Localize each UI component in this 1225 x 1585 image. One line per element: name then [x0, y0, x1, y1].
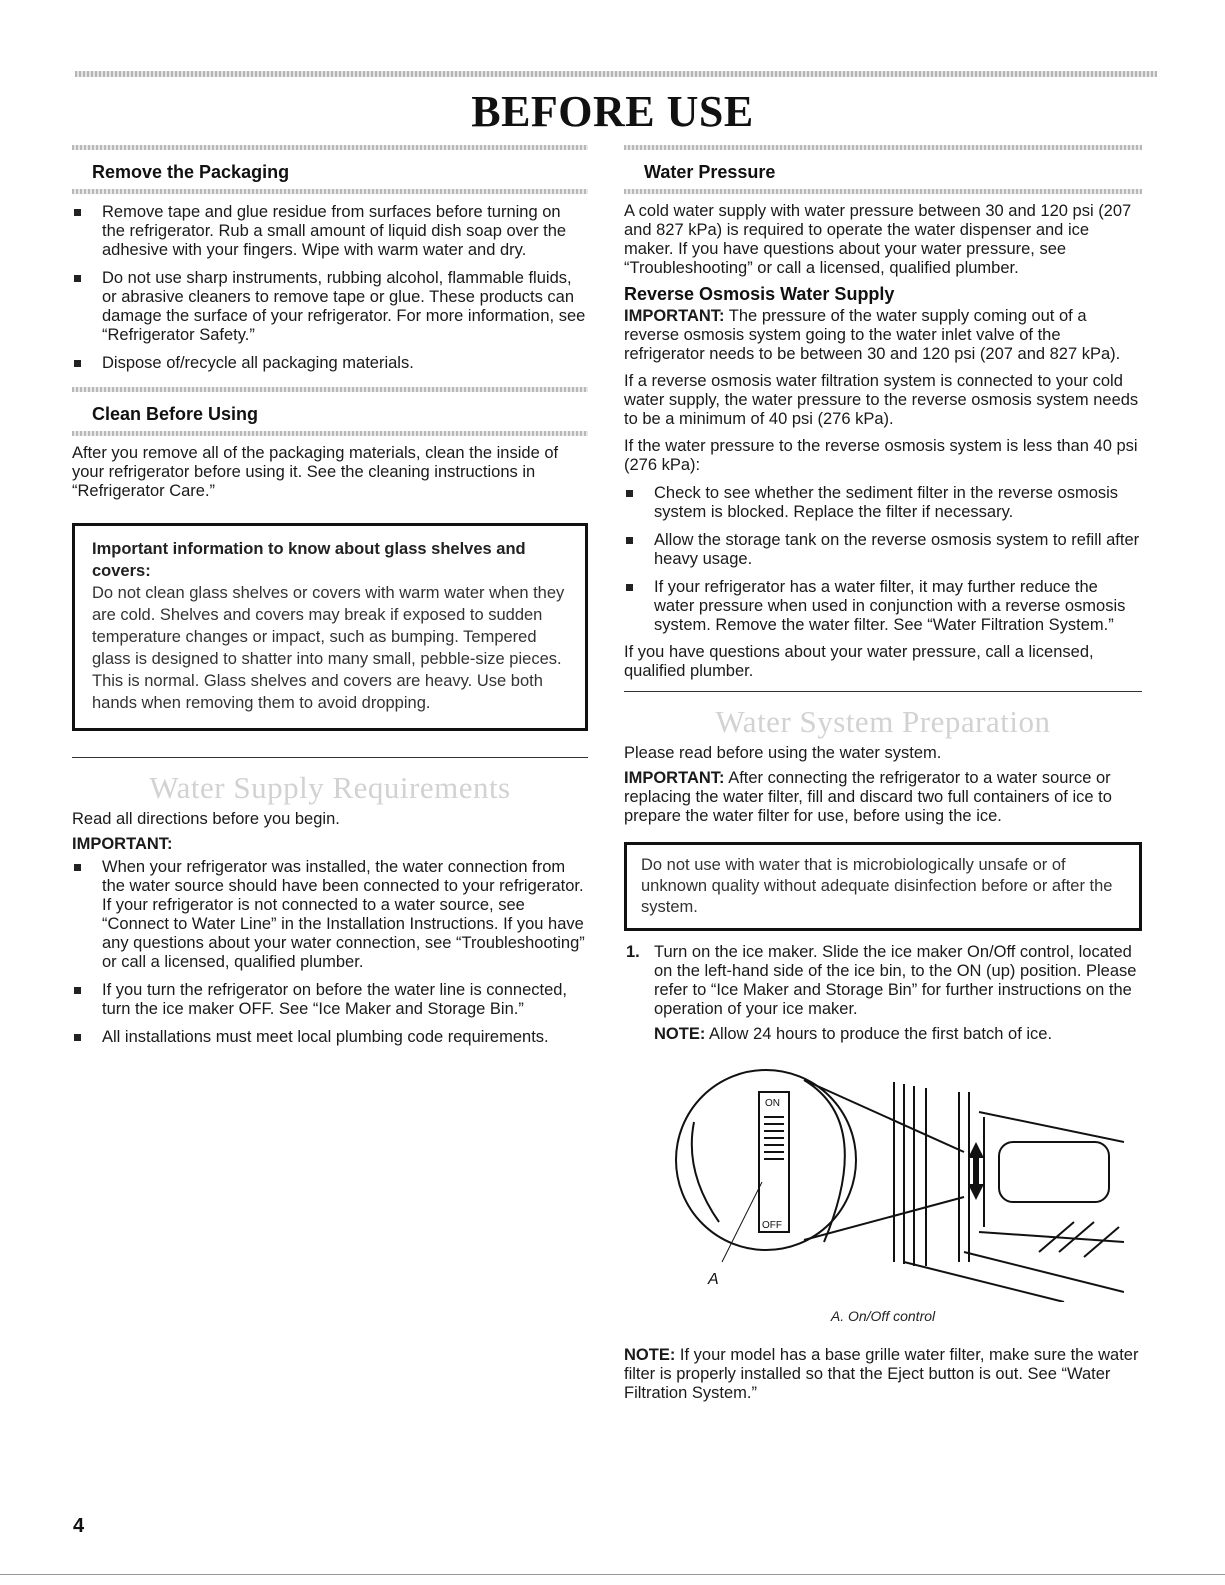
- step-item: [624, 943, 1142, 1044]
- ro-paragraph: If the water pressure to the reverse osmosis system is less than 40 psi (276 kPa):: [624, 437, 1138, 474]
- important-text: The pressure of the water supply coming out of a reverse osmosis system going to the water inlet valve of the refrigerator needs to be between 30 and 120 psi (207 and 827 kPa).: [624, 307, 1121, 363]
- pressure-text: A cold water supply with water pressure between 30 and 120 psi (207 and 827 kPa) is required to operate the water dispenser and ice maker. If you have questions about your water pressure, see “Troubleshooting” or call a licensed, qualified plumber.: [624, 202, 1132, 277]
- glass-notice-text: Do not clean glass shelves or covers with warm water when they are cold. Shelves and covers may break if exposed to sudden temperature changes or impact, such as bumping. Tempered glass is designed to shatter into many small, pebble-size pieces. This is normal. Glass shelves and covers are heavy. Use both hands when removing them to avoid dropping.: [92, 584, 565, 712]
- note-label: NOTE:: [624, 1346, 676, 1364]
- figure-caption: A. On/Off control: [830, 1308, 936, 1324]
- section-divider: [624, 189, 1142, 194]
- list-item: When your refrigerator was installed, the water connection from the water source should have been connected to your refrigerator. If your refrigerator is not connected to a water source, see “Connect to Water Line” in the Installation Instructions. If you have any questions about your water connection, see “Troubleshooting” or call a licensed, qualified plumber.: [72, 858, 588, 972]
- section-divider: [72, 431, 588, 436]
- step-text: Turn on the ice maker. Slide the ice maker On/Off control, located on the left-hand side of the ice bin, to the ON (up) position. Please refer to “Ice Maker and Storage Bin” for further instructions on the operation of your ice maker.: [654, 943, 1137, 1018]
- top-divider: [75, 71, 1157, 77]
- glass-shelves-notice: [72, 523, 588, 731]
- important-label: IMPORTANT:: [624, 769, 725, 787]
- ro-list: [624, 484, 1142, 635]
- right-column: [624, 145, 1142, 1403]
- ice-maker-illustration: [664, 1062, 1124, 1302]
- remove-packaging-heading: Remove the Packaging: [92, 162, 290, 182]
- left-column: [72, 145, 588, 1047]
- bottom-edge: [0, 1574, 1225, 1575]
- ro-closing: If you have questions about your water pressure, call a licensed, qualified plumber.: [624, 643, 1094, 680]
- reverse-osmosis-heading: Reverse Osmosis Water Supply: [624, 284, 895, 304]
- important-label: IMPORTANT:: [624, 307, 725, 325]
- supply-list: [72, 858, 588, 1047]
- step-number: 1.: [626, 943, 640, 961]
- list-item: If you turn the refrigerator on before the water line is connected, turn the ice maker OFF. See “Ice Maker and Storage Bin.”: [72, 981, 588, 1019]
- section-divider: [72, 189, 588, 194]
- important-text: After connecting the refrigerator to a water source or replacing the water filter, fill and discard two full containers of ice to prepare the water filter for use, before using the ice.: [624, 769, 1112, 825]
- list-item: Do not use sharp instruments, rubbing alcohol, flammable fluids, or abrasive cleaners to remove tape or glue. These products can damage the surface of your refrigerator. For more information, see “Refrigerator Safety.”: [72, 269, 588, 345]
- on-label: ON: [765, 1098, 780, 1109]
- list-item: If your refrigerator has a water filter, it may further reduce the water pressure when used in conjunction with a reverse osmosis system. Remove the water filter. See “Water Filtration System.”: [624, 578, 1142, 635]
- list-item: Remove tape and glue residue from surfaces before turning on the refrigerator. Rub a small amount of liquid dish soap over the adhesive with your fingers. Wipe with warm water and dry.: [72, 203, 588, 260]
- packaging-list: [72, 203, 588, 373]
- note-text: Allow 24 hours to produce the first batch of ice.: [705, 1025, 1053, 1043]
- list-item: Check to see whether the sediment filter in the reverse osmosis system is blocked. Replace the filter if necessary.: [624, 484, 1142, 522]
- water-supply-heading: Water Supply Requirements: [149, 770, 511, 805]
- base-grille-note: [624, 1346, 1142, 1403]
- off-label: OFF: [762, 1220, 782, 1231]
- clean-text: After you remove all of the packaging materials, clean the inside of your refrigerator before using it. See the cleaning instructions in “Refrigerator Care.”: [72, 444, 559, 500]
- glass-notice-title: Important information to know about glass shelves and covers:: [92, 540, 526, 580]
- step-note: [654, 1025, 1142, 1044]
- clean-before-using-heading: Clean Before Using: [92, 404, 259, 424]
- list-item: Allow the storage tank on the reverse osmosis system to refill after heavy usage.: [624, 531, 1142, 569]
- prep-important: [624, 769, 1142, 826]
- list-item: Dispose of/recycle all packaging materials.: [72, 354, 588, 373]
- page-title: BEFORE USE: [471, 87, 754, 136]
- supply-intro: Read all directions before you begin.: [72, 810, 340, 828]
- ro-important: [624, 307, 1142, 364]
- water-system-prep-heading: Water System Preparation: [715, 704, 1051, 739]
- note-label: NOTE:: [654, 1025, 706, 1043]
- water-safety-warning: Do not use with water that is microbiologically unsafe or of unknown quality without adequate disinfection before or after the system.: [624, 842, 1142, 931]
- callout-letter: A: [708, 1271, 719, 1288]
- note-text: If your model has a base grille water filter, make sure the water filter is properly installed so that the Eject button is out. See “Water Filtration System.”: [624, 1346, 1139, 1402]
- ice-maker-diagram-svg: [664, 1062, 1124, 1302]
- page-number: 4: [73, 1515, 85, 1537]
- ro-paragraph: If a reverse osmosis water filtration system is connected to your cold water supply, the water pressure to the reverse osmosis system needs to be a minimum of 40 psi (276 kPa).: [624, 372, 1139, 428]
- water-pressure-heading: Water Pressure: [644, 162, 776, 182]
- prep-steps: [624, 943, 1142, 1044]
- prep-intro: Please read before using the water system.: [624, 744, 942, 762]
- list-item: All installations must meet local plumbing code requirements.: [72, 1028, 588, 1047]
- supply-important-label: IMPORTANT:: [72, 835, 173, 853]
